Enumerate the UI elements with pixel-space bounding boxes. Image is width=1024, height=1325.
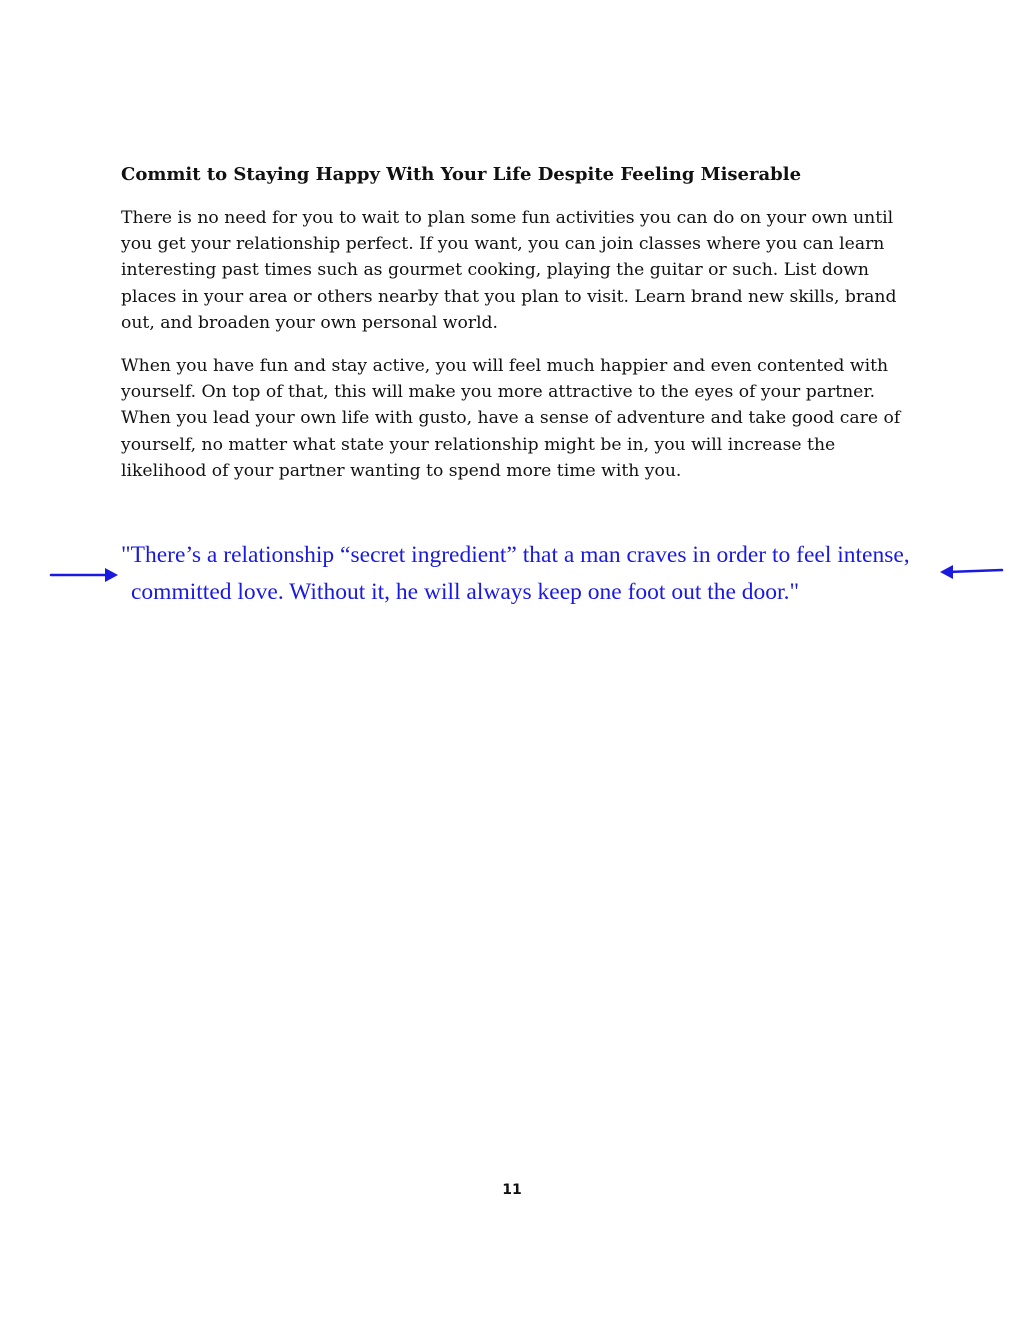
- arrow-right-icon: [48, 562, 120, 588]
- arrow-left-icon: [938, 559, 1006, 585]
- body-paragraph: There is no need for you to wait to plan some fun activities you can do on your own until you get your relationship perfect. If you want, you can join classes where you can learn interesting past times such as gourmet cooking, playing the guitar or such. List down places in your area or others nearby that you plan to visit. Learn brand new skills, brand out, and broaden your own personal world.: [121, 208, 897, 333]
- callout-quote-line: committed love. Without it, he will always keep one foot out the door.": [131, 579, 800, 605]
- callout-quote-line: "There’s a relationship “secret ingredient” that a man craves in order to feel intense,: [121, 542, 910, 568]
- page-number: 11: [502, 1182, 522, 1198]
- section-heading: Commit to Staying Happy With Your Life Despite Feeling Miserable: [121, 164, 802, 185]
- body-paragraph: When you have fun and stay active, you will feel much happier and even contented with yourself. On top of that, this will make you more attractive to the eyes of your partner. When you lead your own life with gusto, have a sense of adventure and take good care of yourself, no matter what state your relationship might be in, you will increase the likelihood of your partner wanting to spend more time with you.: [121, 356, 901, 481]
